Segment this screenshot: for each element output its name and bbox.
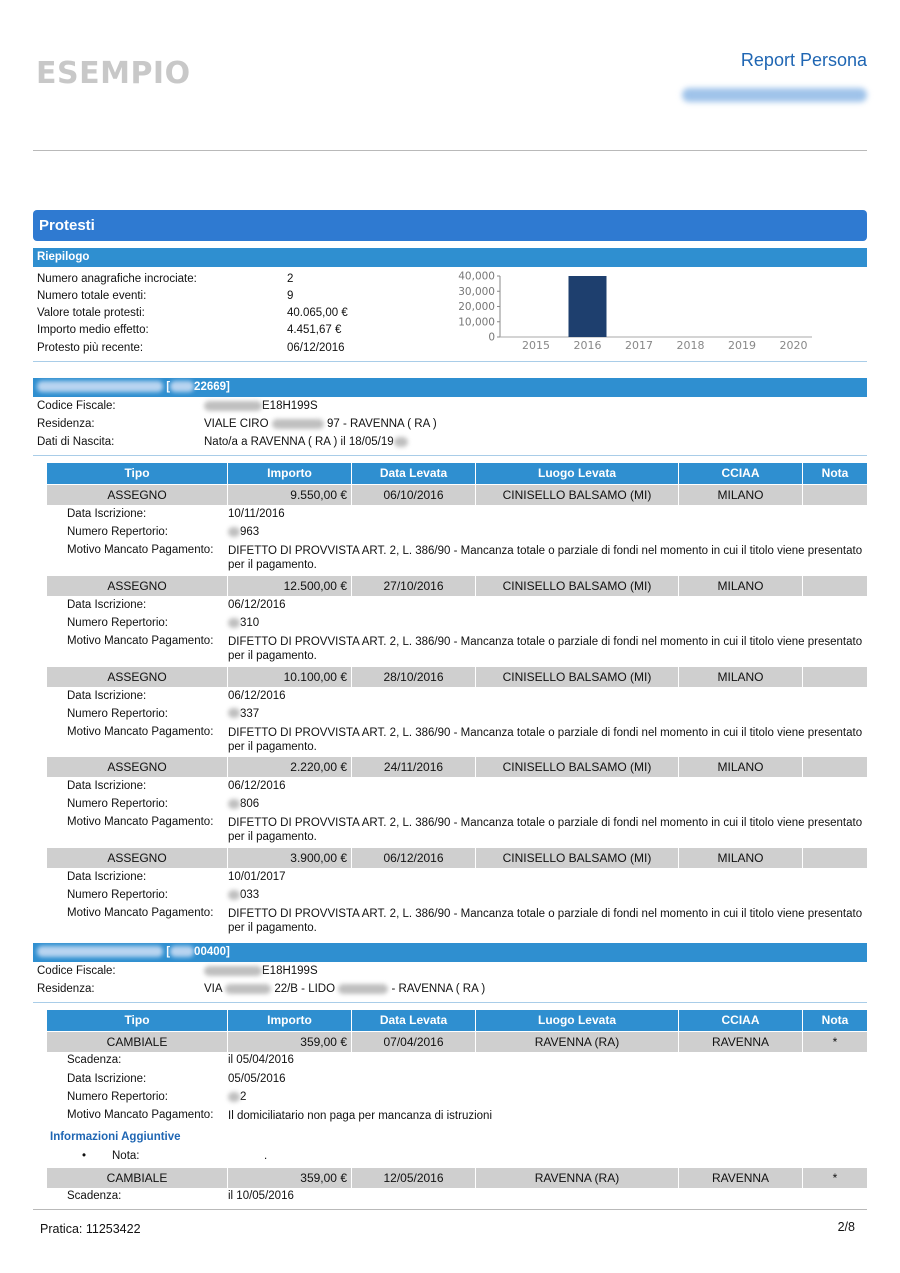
cell-data-levata: 27/10/2016 [352,576,476,596]
codice-fiscale-value: E18H199S [204,965,318,977]
motivo-value: DIFETTO DI PROVVISTA ART. 2, L. 386/90 - Mancanza totale o parziale di fondi nel momento in cui il titolo viene presentato per il pagamento. [228,817,863,844]
redacted-id [170,946,194,957]
divider [33,455,867,456]
dati-nascita-value: Nato/a a RAVENNA ( RA ) il 18/05/19 [204,436,408,448]
cell-data-levata: 24/11/2016 [352,757,476,777]
numero-repertorio-value: 033 [228,889,259,901]
motivo-value: Il domiciliatario non paga per mancanza di istruzioni [228,1110,493,1122]
cell-luogo: RAVENNA (RA) [476,1168,679,1188]
data-iscrizione-value: 10/11/2016 [228,508,285,520]
riepilogo-label: Valore totale protesti: [37,307,145,319]
table-row [47,667,867,687]
cell-luogo: CINISELLO BALSAMO (MI) [476,576,679,596]
cell-importo: 2.220,00 € [228,757,352,777]
page-number: 2/8 [837,1220,855,1234]
cell-cciaa: MILANO [679,576,803,596]
person-id: 22669] [194,381,230,393]
cell-tipo: ASSEGNO [47,485,228,505]
numero-repertorio-label: Numero Repertorio: [67,616,168,629]
x-tick-label: 2016 [573,339,602,352]
data-iscrizione-label: Data Iscrizione: [67,780,147,793]
protesti-table-header [47,1010,867,1031]
numero-repertorio-label: Numero Repertorio: [67,526,168,538]
motivo-label: Motivo Mancato Pagamento: [67,634,214,647]
table-row [47,485,867,505]
riepilogo-value: 2 [287,273,294,285]
numero-repertorio-value: 337 [228,708,259,720]
data-iscrizione-value: 06/12/2016 [228,598,286,611]
pratica-number: Pratica: 11253422 [40,1222,141,1236]
divider [33,361,867,362]
cell-importo: 12.500,00 € [228,576,352,596]
footer-divider [33,1209,867,1210]
col-importo: Importo [228,463,352,484]
numero-repertorio-label: Numero Repertorio: [67,707,168,720]
cell-tipo: ASSEGNO [47,848,228,868]
cell-nota [803,757,867,777]
cell-nota [803,848,867,868]
riepilogo-header: Riepilogo [33,248,867,267]
y-tick-label: 20,000 [458,301,495,313]
y-tick-label: 0 [488,331,495,344]
col-cciaa: CCIAA [679,463,803,484]
col-nota: Nota [803,463,867,484]
motivo-value: DIFETTO DI PROVVISTA ART. 2, L. 386/90 - Mancanza totale o parziale di fondi nel momento in cui il titolo viene presentato per il pagamento. [228,635,863,662]
protesti-table-header [47,463,867,484]
bullet-icon: • [82,1150,87,1162]
motivo-label: Motivo Mancato Pagamento: [67,1109,214,1121]
cell-tipo: ASSEGNO [47,667,228,687]
cell-importo: 3.900,00 € [228,848,352,868]
cell-nota [803,485,867,505]
col-luogo-levata: Luogo Levata [476,463,679,484]
col-importo: Importo [228,1010,352,1031]
data-iscrizione-value: 05/05/2016 [228,1073,286,1085]
cell-cciaa: RAVENNA [679,1168,803,1188]
header-divider [33,150,867,151]
chart-bar [569,276,607,337]
x-tick-label: 2019 [728,339,756,352]
motivo-value: DIFETTO DI PROVVISTA ART. 2, L. 386/90 - Mancanza totale o parziale di fondi nel momento in cui il titolo viene presentato per il pagamento. [228,908,863,934]
cell-luogo: CINISELLO BALSAMO (MI) [476,757,679,777]
residenza-value: VIALE CIRO 97 - RAVENNA ( RA ) [204,418,437,430]
numero-repertorio-value: 963 [228,526,259,538]
cell-cciaa: RAVENNA [679,1032,803,1052]
x-tick-label: 2020 [779,339,808,352]
riepilogo-value: 9 [287,290,294,302]
person-id-prefix: [ [166,946,171,958]
col-tipo: Tipo [47,1010,228,1031]
cell-importo: 359,00 € [228,1032,352,1052]
cell-cciaa: MILANO [679,757,803,777]
section-title: Protesti [33,210,867,241]
table-row [47,1032,867,1052]
codice-fiscale-label: Codice Fiscale: [37,965,116,977]
col-tipo: Tipo [47,463,228,484]
cell-importo: 359,00 € [228,1168,352,1188]
table-row [47,757,867,777]
scadenza-value: il 05/04/2016 [228,1054,294,1066]
divider [33,1002,867,1003]
person-header [33,943,867,962]
data-iscrizione-label: Data Iscrizione: [67,598,147,611]
cell-luogo: RAVENNA (RA) [476,1032,679,1052]
codice-fiscale-label: Codice Fiscale: [37,400,116,412]
riepilogo-value: 06/12/2016 [287,342,345,354]
data-iscrizione-label: Data Iscrizione: [67,689,147,702]
y-tick-label: 40,000 [458,270,495,283]
cell-cciaa: MILANO [679,667,803,687]
motivo-label: Motivo Mancato Pagamento: [67,544,214,556]
data-iscrizione-value: 10/01/2017 [228,871,286,883]
numero-repertorio-value: 806 [228,798,259,810]
riepilogo-label: Importo medio effetto: [37,324,149,336]
numero-repertorio-value: 2 [228,1091,246,1103]
redacted-id [170,381,194,392]
codice-fiscale-value: E18H199S [204,400,318,412]
riepilogo-value: 4.451,67 € [287,324,342,336]
numero-repertorio-value: 310 [228,617,259,629]
cell-nota: * [803,1168,867,1188]
cell-tipo: CAMBIALE [47,1032,228,1052]
person-id: 00400] [194,946,230,958]
dati-nascita-label: Dati di Nascita: [37,436,115,448]
cell-tipo: ASSEGNO [47,757,228,777]
riepilogo-label: Numero anagrafiche incrociate: [37,273,197,285]
col-luogo-levata: Luogo Levata [476,1010,679,1031]
redacted-name [37,946,163,957]
person-id-prefix: [ [166,381,171,393]
cell-cciaa: MILANO [679,485,803,505]
motivo-label: Motivo Mancato Pagamento: [67,816,214,829]
cell-nota [803,576,867,596]
scadenza-label: Scadenza: [67,1190,122,1202]
cell-luogo: CINISELLO BALSAMO (MI) [476,848,679,868]
scadenza-label: Scadenza: [67,1054,122,1066]
table-row [47,848,867,868]
cell-nota: * [803,1032,867,1052]
nota-label: Nota: [112,1150,140,1162]
y-tick-label: 10,000 [458,316,495,329]
table-row [47,576,867,596]
riepilogo-label: Numero totale eventi: [37,290,147,302]
residenza-label: Residenza: [37,418,95,430]
residenza-label: Residenza: [37,983,95,995]
data-iscrizione-label: Data Iscrizione: [67,508,147,520]
motivo-label: Motivo Mancato Pagamento: [67,725,214,738]
cell-data-levata: 06/10/2016 [352,485,476,505]
scadenza-value: il 10/05/2016 [228,1190,294,1202]
protesti-chart [440,266,830,358]
cell-importo: 10.100,00 € [228,667,352,687]
data-iscrizione-label: Data Iscrizione: [67,871,147,883]
redacted-name [682,88,867,102]
cell-tipo: ASSEGNO [47,576,228,596]
col-cciaa: CCIAA [679,1010,803,1031]
cell-luogo: CINISELLO BALSAMO (MI) [476,485,679,505]
col-data-levata: Data Levata [352,1010,476,1031]
x-tick-label: 2015 [522,339,550,352]
cell-nota [803,667,867,687]
riepilogo-value: 40.065,00 € [287,307,348,319]
table-row [47,1168,867,1188]
col-data-levata: Data Levata [352,463,476,484]
nota-value: . [264,1150,268,1162]
y-tick-label: 30,000 [458,285,495,298]
data-iscrizione-label: Data Iscrizione: [67,1073,147,1085]
numero-repertorio-label: Numero Repertorio: [67,1091,168,1103]
residenza-value: VIA 22/B - LIDO - RAVENNA ( RA ) [204,983,486,995]
cell-importo: 9.550,00 € [228,485,352,505]
col-nota: Nota [803,1010,867,1031]
numero-repertorio-label: Numero Repertorio: [67,798,168,811]
cell-data-levata: 12/05/2016 [352,1168,476,1188]
cell-tipo: CAMBIALE [47,1168,228,1188]
motivo-value: DIFETTO DI PROVVISTA ART. 2, L. 386/90 - Mancanza totale o parziale di fondi nel momento in cui il titolo viene presentato per il pagamento. [228,726,863,753]
x-tick-label: 2018 [676,339,705,352]
redacted-name [37,381,163,392]
informazioni-aggiuntive-title: Informazioni Aggiuntive [50,1131,181,1143]
motivo-label: Motivo Mancato Pagamento: [67,907,214,919]
cell-data-levata: 06/12/2016 [352,848,476,868]
cell-data-levata: 28/10/2016 [352,667,476,687]
data-iscrizione-value: 06/12/2016 [228,780,286,793]
watermark: ESEMPIO [36,56,191,91]
report-title: Report Persona [740,50,867,70]
data-iscrizione-value: 06/12/2016 [228,689,286,702]
cell-data-levata: 07/04/2016 [352,1032,476,1052]
numero-repertorio-label: Numero Repertorio: [67,889,168,901]
motivo-value: DIFETTO DI PROVVISTA ART. 2, L. 386/90 - Mancanza totale o parziale di fondi nel momento in cui il titolo viene presentato per il pagamento. [228,545,863,571]
riepilogo-label: Protesto più recente: [37,342,144,354]
x-tick-label: 2017 [625,339,653,352]
cell-cciaa: MILANO [679,848,803,868]
cell-luogo: CINISELLO BALSAMO (MI) [476,667,679,687]
person-header [33,378,867,397]
